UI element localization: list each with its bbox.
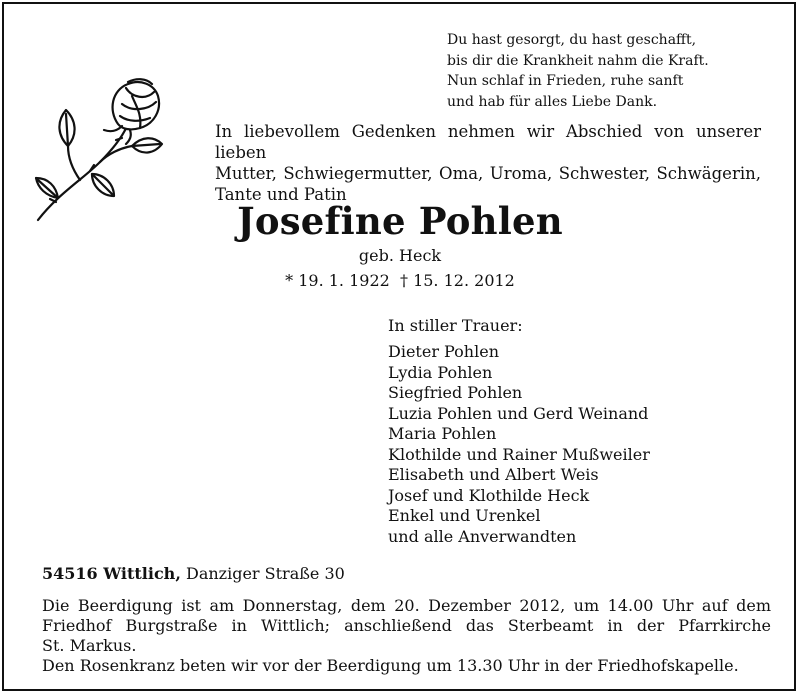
mourner-list (388, 342, 650, 547)
poem-line: Nun schlaf in Frieden, ruhe sanft (447, 73, 684, 89)
list-item: Enkel und Urenkel (388, 506, 541, 525)
address (42, 564, 345, 583)
poem-line: bis dir die Krankheit nahm die Kraft. (447, 52, 709, 69)
list-item: Josef und Klothilde Heck (388, 485, 590, 505)
intro-line: Tante und Patin (215, 185, 347, 204)
address-street: Danziger Straße 30 (185, 564, 345, 583)
intro-line: In liebevollem Gedenken nehmen wir Abschied von unserer lieben (215, 122, 761, 162)
list-item: Klothilde und Rainer Mußweiler (388, 444, 650, 464)
notice-line: St. Markus. (42, 636, 137, 655)
poem (447, 30, 787, 112)
list-item: und alle Anverwandten (388, 526, 577, 546)
list-item: Elisabeth und Albert Weis (388, 465, 599, 484)
list-item: Dieter Pohlen (388, 342, 499, 361)
deceased-name: Josefine Pohlen (237, 199, 563, 243)
intro-text (215, 121, 761, 205)
list-item: Maria Pohlen (388, 424, 497, 443)
poem-line: und hab für alles Liebe Dank. (447, 93, 658, 110)
notice-line: Friedhof Burgstraße in Wittlich; anschließend das Sterbeamt in der Pfarrkirche (42, 616, 771, 635)
list-item: Luzia Pohlen und Gerd Weinand (388, 403, 649, 423)
notice-line: Die Beerdigung ist am Donnerstag, dem 20. Dezember 2012, um 14.00 Uhr auf dem (42, 596, 771, 615)
intro-line: Mutter, Schwiegermutter, Oma, Uroma, Schwester, Schwägerin, (215, 164, 761, 183)
poem-line: Du hast gesorgt, du hast geschafft, (447, 32, 697, 48)
birth-name: geb. Heck (358, 246, 442, 265)
list-item: Siegfried Pohlen (388, 383, 523, 402)
mourning-heading: In stiller Trauer: (388, 316, 523, 335)
funeral-notice (42, 596, 771, 676)
address-city: 54516 Wittlich, (42, 564, 181, 583)
notice-line: Den Rosenkranz beten wir vor der Beerdigung um 13.30 Uhr in der Friedhofskapelle. (42, 656, 739, 675)
life-dates: * 19. 1. 1922 † 15. 12. 2012 (285, 271, 515, 290)
list-item: Lydia Pohlen (388, 362, 493, 382)
